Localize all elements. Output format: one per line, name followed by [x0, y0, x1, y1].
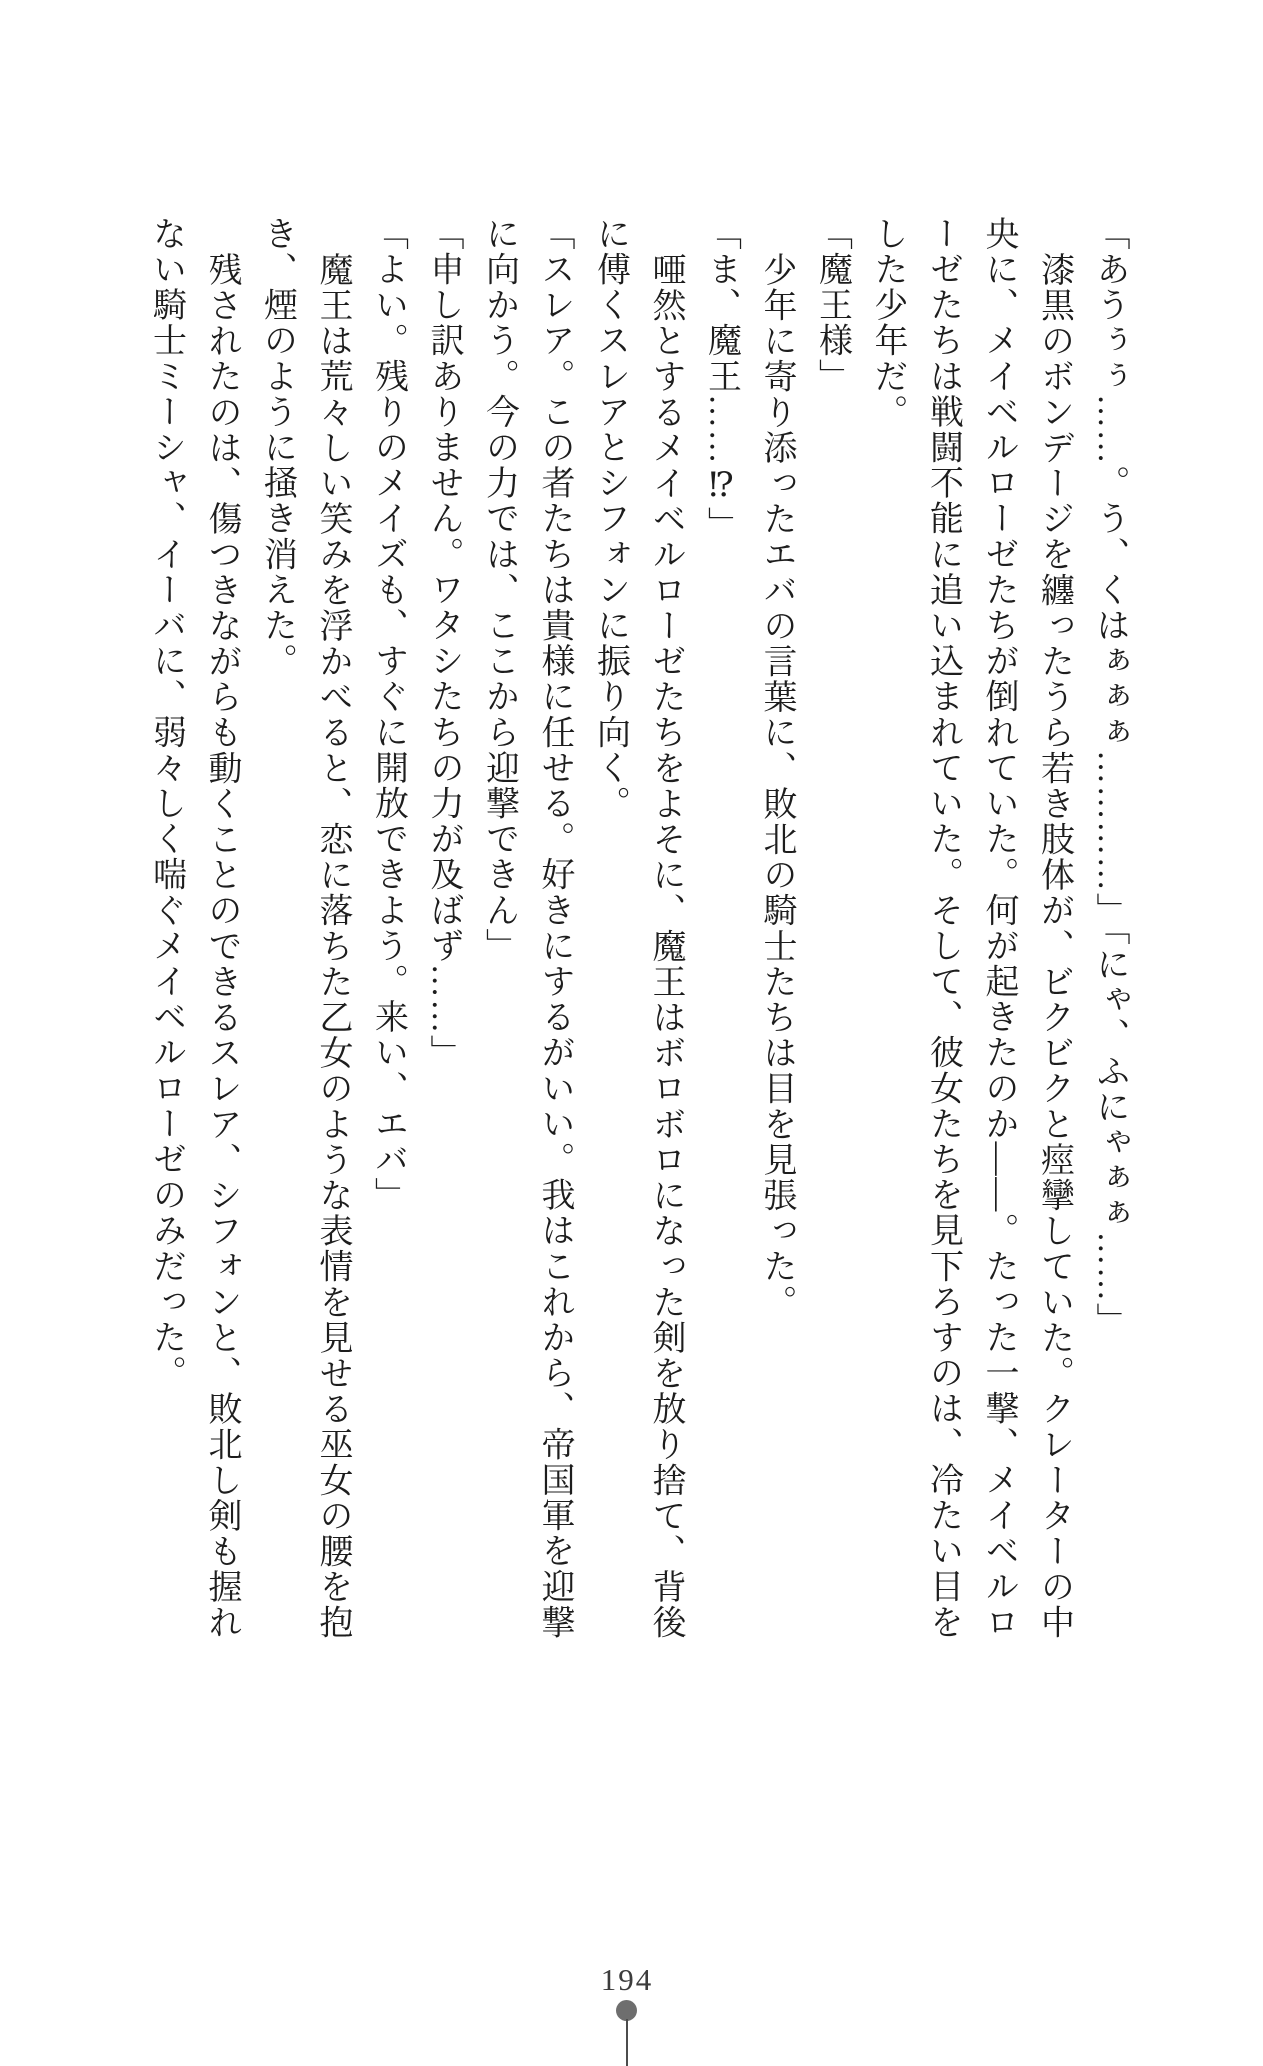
text-line: 央に、メイベルローゼたちが倒れていた。何が起きたのか――。たった一撃、メイベルロ — [980, 216, 1017, 1640]
text-line: 残されたのは、傷つきながらも動くことのできるスレア、シフォンと、敗北し剣も握れ — [203, 251, 240, 1640]
text-line: 「よい。残りのメイズも、すぐに開放できよう。来い、エバ」 — [369, 216, 407, 1213]
text-line: した少年だ。 — [869, 216, 906, 430]
footer-line-ornament — [626, 2019, 628, 2066]
text-line: に向かう。今の力では、ここから迎撃できん」 — [480, 216, 518, 964]
text-line: に傅くスレアとシフォンに振り向く。 — [591, 216, 629, 822]
text-line: 「スレア。この者たちは貴様に任せる。好きにするがいい。我はこれから、帝国軍を迎撃 — [536, 216, 573, 1640]
footer-dot-ornament-icon — [616, 2000, 637, 2021]
text-line: 「ま、魔王……⁉」 — [702, 216, 740, 543]
page-number: 194 — [600, 1962, 654, 1997]
text-line: 「魔王様」 — [813, 216, 851, 394]
text-line: 漆黒のボンデージを纏ったうら若き肢体が、ビクビクと痙攣していた。クレーターの中 — [1035, 251, 1073, 1640]
text-line: 魔王は荒々しい笑みを浮かべると、恋に落ちた乙女のような表情を見せる巫女の腰を抱 — [314, 251, 351, 1640]
text-line: ない騎士ミーシャ、イーバに、弱々しく喘ぐメイベルローゼのみだった。 — [147, 216, 185, 1391]
text-line: 「申し訳ありません。ワタシたちの力が及ばず……」 — [425, 216, 462, 1071]
text-line: ーゼたちは戦闘不能に追い込まれていた。そして、彼女たちを見下ろすのは、冷たい目を — [924, 216, 962, 1640]
text-line: 唖然とするメイベルローゼたちをよそに、魔王はボロボロになった剣を放り捨て、背後 — [647, 251, 684, 1640]
text-line: 「あうぅぅ……。う、くはぁぁぁ…………」「にゃ、ふにゃぁぁ……」 — [1091, 216, 1128, 1339]
text-line: き、煙のように掻き消えた。 — [258, 216, 296, 679]
text-line: 少年に寄り添ったエバの言葉に、敗北の騎士たちは目を見張った。 — [758, 251, 795, 1320]
page-text — [138, 216, 1137, 1648]
